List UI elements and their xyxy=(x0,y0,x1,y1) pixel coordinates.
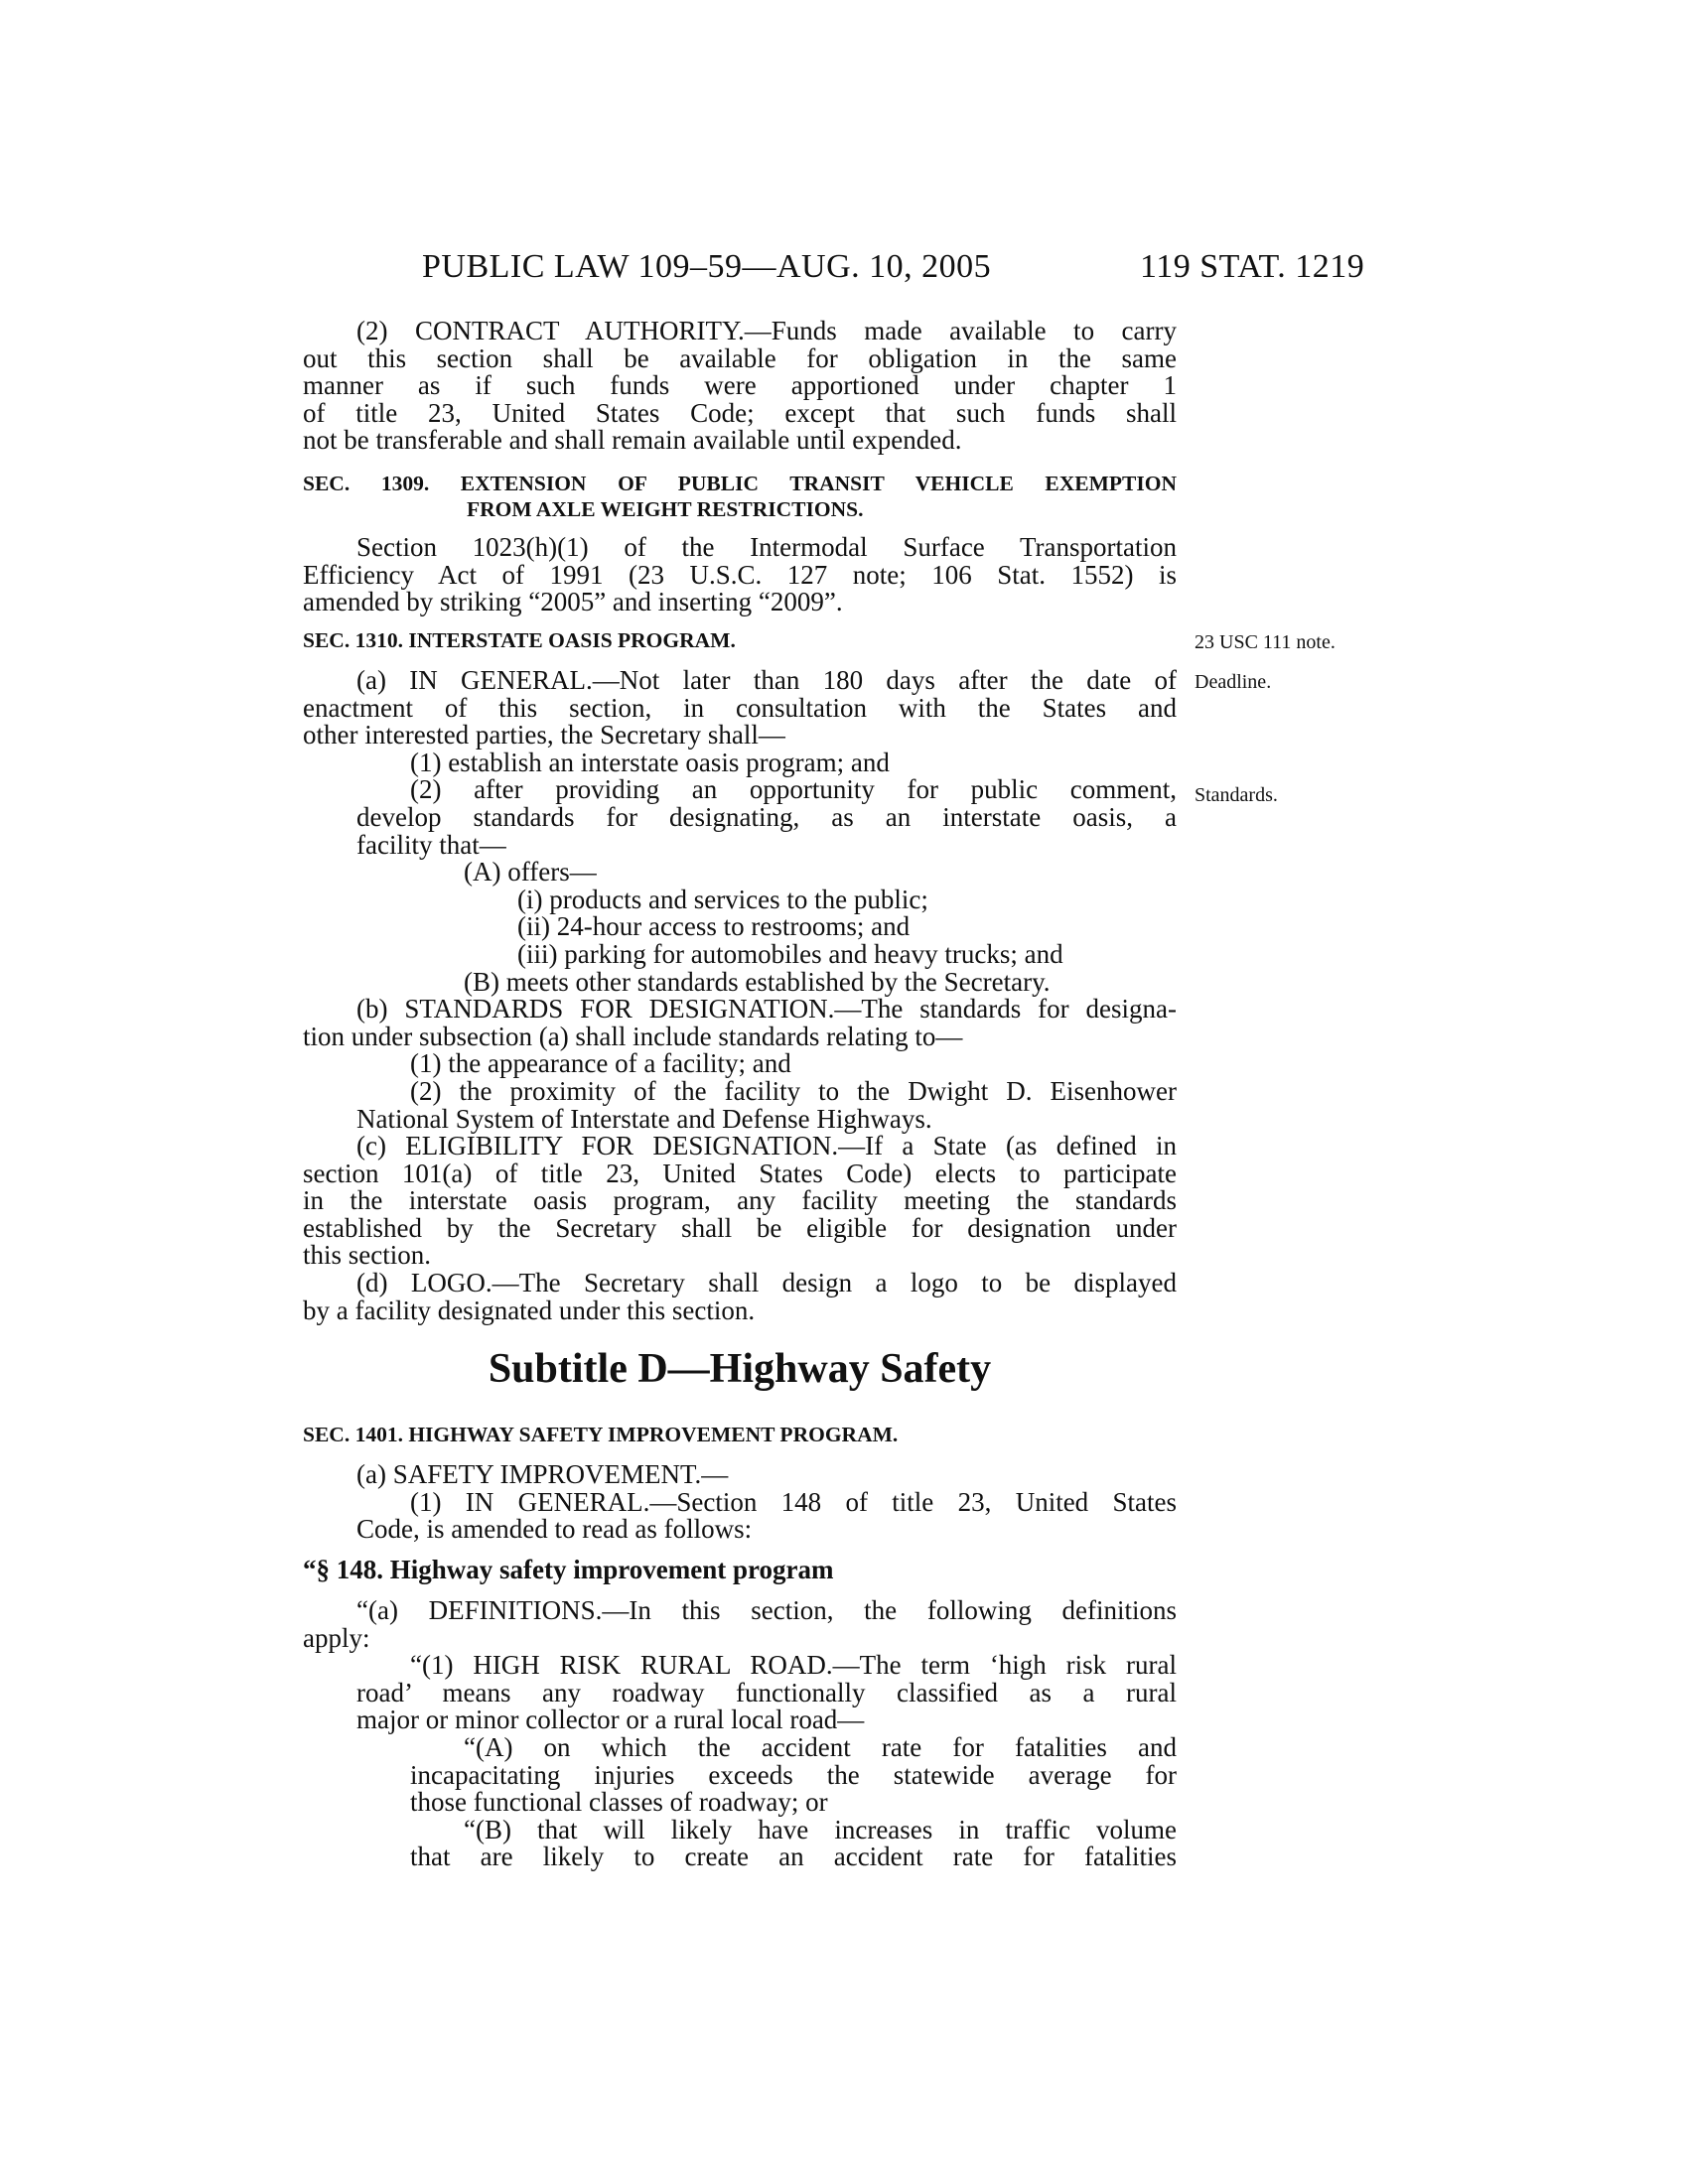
margin-note-deadline: Deadline. xyxy=(1195,671,1272,693)
text-line: (a) SAFETY IMPROVEMENT.— xyxy=(356,1459,729,1489)
text-line: section 101(a) of title 23, United States Code) elects to participate xyxy=(303,1158,1177,1188)
text-line: tion under subsection (a) shall include standards relating to— xyxy=(303,1021,963,1051)
text-line: those functional classes of roadway; or xyxy=(410,1787,828,1818)
text-line: (1) establish an interstate oasis program; and xyxy=(410,747,890,777)
text-line: apply: xyxy=(303,1622,370,1653)
contract-authority-paragraph xyxy=(303,318,1177,455)
text-line: (2) CONTRACT AUTHORITY.—Funds made available to carry xyxy=(356,316,1177,345)
text-line: not be transferable and shall remain available until expended. xyxy=(303,425,962,456)
text-line: (b) STANDARDS FOR DESIGNATION.—The standards for designa- xyxy=(356,994,1177,1024)
text-line: Code, is amended to read as follows: xyxy=(356,1514,753,1545)
section-1309 xyxy=(303,471,1177,616)
text-line: other interested parties, the Secretary shall— xyxy=(303,720,785,751)
page-stat-number: 119 STAT. 1219 xyxy=(1140,248,1365,285)
section-1310 xyxy=(303,627,1177,1324)
text-line: manner as if such funds were apportioned under chapter 1 xyxy=(303,370,1177,401)
text-line: (A) offers— xyxy=(464,857,597,887)
section-148 xyxy=(303,1555,1177,1871)
text-line: (2) after providing an opportunity for public comment, xyxy=(410,774,1177,805)
text-line: National System of Interstate and Defense Highways. xyxy=(356,1103,932,1134)
section-heading-continued: FROM AXLE WEIGHT RESTRICTIONS. xyxy=(467,497,864,521)
text-line: (a) IN GENERAL.—Not later than 180 days after the date of xyxy=(356,665,1177,695)
text-line: major or minor collector or a rural local road— xyxy=(356,1705,865,1735)
section-heading: SEC. 1309. EXTENSION OF PUBLIC TRANSIT VEHICLE EXEMPTION xyxy=(303,472,1177,495)
text-line: by a facility designated under this section. xyxy=(303,1295,756,1325)
text-line: facility that— xyxy=(356,829,506,860)
text-line: in the interstate oasis program, any facility meeting the standards xyxy=(303,1185,1177,1216)
text-line: (c) ELIGIBILITY FOR DESIGNATION.—If a State (as defined in xyxy=(356,1131,1177,1161)
text-line: “(a) DEFINITIONS.—In this section, the following definitions xyxy=(356,1595,1177,1625)
text-line: incapacitating injuries exceeds the statewide average for xyxy=(410,1759,1177,1790)
text-line: (d) LOGO.—The Secretary shall design a logo to be displayed xyxy=(356,1268,1177,1298)
section-1401 xyxy=(303,1422,1177,1544)
section-heading: SEC. 1310. INTERSTATE OASIS PROGRAM. xyxy=(303,628,736,652)
running-header-title: PUBLIC LAW 109–59—AUG. 10, 2005 xyxy=(422,248,992,285)
text-line: road’ means any roadway functionally classified as a rural xyxy=(356,1677,1177,1707)
text-line: Section 1023(h)(1) of the Intermodal Surface Transportation xyxy=(356,532,1177,562)
text-line: enactment of this section, in consultation with the States and xyxy=(303,692,1177,723)
margin-note-standards: Standards. xyxy=(1195,784,1278,806)
text-line: amended by striking “2005” and inserting “2009”. xyxy=(303,587,843,617)
text-line: (B) meets other standards established by the Secretary. xyxy=(464,966,1051,997)
text-line: “(A) on which the accident rate for fatalities and xyxy=(464,1731,1177,1762)
text-line: “(1) HIGH RISK RURAL ROAD.—The term ‘high risk rural xyxy=(410,1650,1177,1681)
text-line: Efficiency Act of 1991 (23 U.S.C. 127 note; 106 Stat. 1552) is xyxy=(303,559,1177,590)
text-line: out this section shall be available for obligation in the same xyxy=(303,342,1177,373)
margin-note-usc: 23 USC 111 note. xyxy=(1195,631,1336,653)
text-line: of title 23, United States Code; except that such funds shall xyxy=(303,397,1177,428)
text-line: (iii) parking for automobiles and heavy trucks; and xyxy=(517,938,1063,969)
section-148-heading: “§ 148. Highway safety improvement program xyxy=(303,1555,834,1584)
section-heading: SEC. 1401. HIGHWAY SAFETY IMPROVEMENT PROGRAM. xyxy=(303,1423,899,1446)
text-line: this section. xyxy=(303,1240,431,1271)
text-line: (1) IN GENERAL.—Section 148 of title 23, United States xyxy=(410,1486,1177,1517)
text-line: “(B) that will likely have increases in traffic volume xyxy=(464,1814,1177,1844)
text-line: (ii) 24-hour access to restrooms; and xyxy=(517,911,911,942)
text-line: (i) products and services to the public; xyxy=(517,884,928,914)
text-line: that are likely to create an accident rate for fatalities xyxy=(410,1842,1177,1872)
text-line: established by the Secretary shall be eligible for designation under xyxy=(303,1212,1177,1243)
subtitle-heading: Subtitle D—Highway Safety xyxy=(488,1346,992,1392)
text-line: (1) the appearance of a facility; and xyxy=(410,1048,791,1079)
text-line: develop standards for designating, as an interstate oasis, a xyxy=(356,801,1177,832)
text-line: (2) the proximity of the facility to the Dwight D. Eisenhower xyxy=(410,1075,1177,1106)
